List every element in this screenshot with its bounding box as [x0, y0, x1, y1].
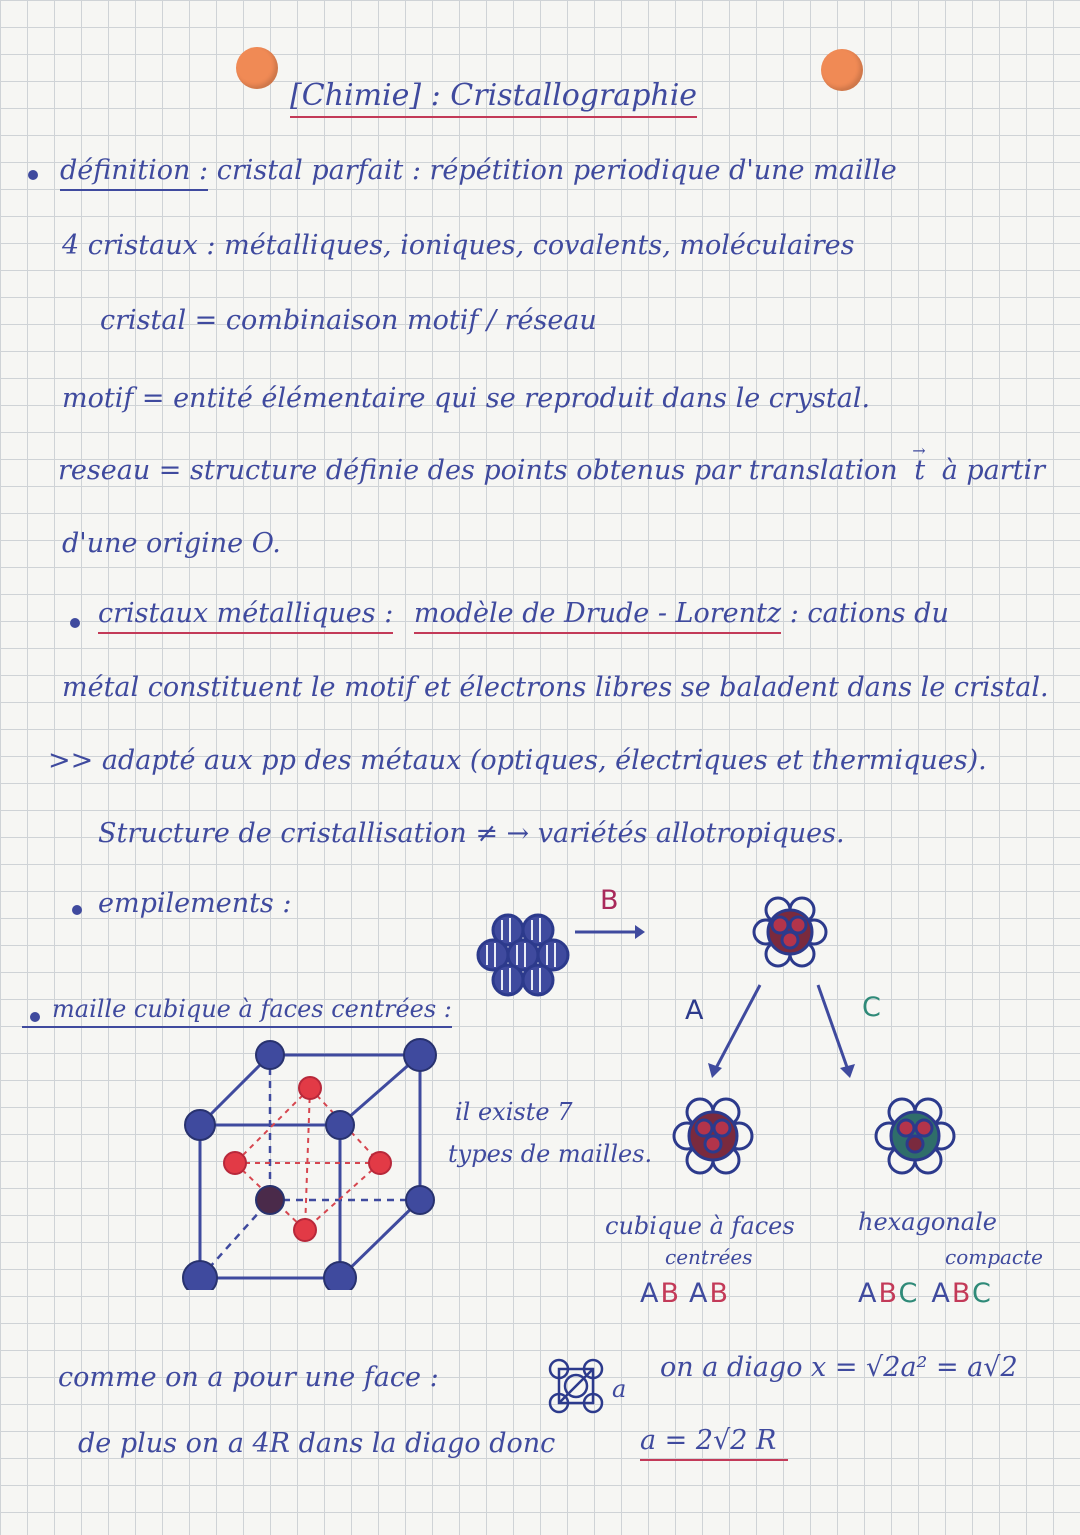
cristal-equation: cristal = combinaison motif / réseau — [100, 305, 597, 336]
comme-line: comme on a pour une face : — [58, 1362, 439, 1393]
cfc-sequence — [640, 1278, 730, 1309]
diago-line: on a diago x = √2a² = a√2 — [660, 1352, 1018, 1383]
metal-model: modèle de Drude - Lorentz — [414, 598, 781, 634]
empilements-label: empilements : — [98, 888, 292, 919]
label-a: A — [685, 995, 704, 1026]
title-bracket: [Chimie] — [290, 78, 422, 113]
seq-a: A — [931, 1278, 952, 1309]
definition-line — [60, 155, 897, 186]
bullet-icon — [28, 170, 38, 180]
binder-hole-right — [821, 49, 863, 91]
four-crystals-line: 4 cristaux : métalliques, ioniques, covalents, moléculaires — [62, 230, 855, 261]
structure-line: Structure de cristallisation ≠ → variétés allotropiques. — [98, 818, 845, 849]
result-line — [640, 1425, 788, 1456]
binder-hole-left — [236, 47, 278, 89]
fcc-cube-diagram — [165, 1030, 465, 1290]
reseau-line-1 — [58, 441, 1046, 486]
seq-b: B — [660, 1278, 682, 1309]
metal-line-1 — [98, 598, 949, 629]
title-main: Cristallographie — [450, 78, 698, 113]
arrow-a-icon — [715, 985, 760, 1070]
seq-c: C — [898, 1278, 920, 1309]
cfc-caption-2: centrées — [665, 1245, 753, 1269]
motif-definition: motif = entité élémentaire qui se reproduit dans le crystal. — [62, 383, 871, 414]
vector-arrow-icon: → — [912, 441, 926, 460]
hc-caption-1: hexagonale — [858, 1208, 997, 1236]
seq-a: A — [640, 1278, 661, 1309]
reseau-text-end: à partir — [941, 455, 1046, 486]
seq-b: B — [951, 1278, 972, 1309]
maille-heading — [22, 995, 452, 1023]
adapted-line: >> adapté aux pp des métaux (optiques, électriques et thermiques). — [48, 745, 987, 776]
title-underline — [290, 78, 697, 118]
face-diagonal-icon — [545, 1355, 615, 1425]
bullet-icon — [72, 905, 82, 915]
metal-line-2: métal constituent le motif et électrons libres se baladent dans le cristal. — [62, 672, 1049, 703]
reseau-text: reseau = structure définie des points obtenus par translation — [58, 455, 898, 486]
title-separator: : — [430, 78, 441, 113]
seq-a: A — [689, 1278, 710, 1309]
cfc-stack-icon — [674, 1099, 752, 1173]
arrow-c-icon — [818, 985, 848, 1070]
label-c: C — [862, 992, 881, 1023]
seq-b: B — [878, 1278, 899, 1309]
exists-line-1: il existe 7 — [455, 1098, 573, 1126]
exists-line-2: types de mailles. — [448, 1140, 653, 1168]
maille-label: maille cubique à faces centrées : — [22, 995, 452, 1028]
seq-c: C — [971, 1278, 993, 1309]
metal-label: cristaux métalliques : — [98, 598, 393, 634]
seq-a: A — [858, 1278, 879, 1309]
layer-ab-icon — [754, 898, 826, 966]
a-mark: a — [612, 1375, 627, 1403]
reseau-line-2: d'une origine O. — [62, 528, 281, 559]
definition-text: cristal parfait : répétition periodique d'une maille — [216, 155, 897, 186]
plus-line: de plus on a 4R dans la diago donc — [78, 1428, 556, 1459]
hc-sequence — [858, 1278, 993, 1309]
hc-caption-2: compacte — [945, 1245, 1044, 1269]
bullet-icon — [70, 618, 80, 628]
seq-b: B — [709, 1278, 731, 1309]
vector-t: t — [914, 455, 926, 486]
cfc-caption-1: cubique à faces — [605, 1212, 795, 1240]
page-title — [290, 78, 697, 113]
definition-label: définition : — [60, 155, 208, 191]
metal-tail: : cations du — [789, 598, 949, 629]
label-b: B — [600, 885, 619, 916]
hc-stack-icon — [876, 1099, 954, 1173]
result-formula: a = 2√2 R — [640, 1425, 788, 1461]
